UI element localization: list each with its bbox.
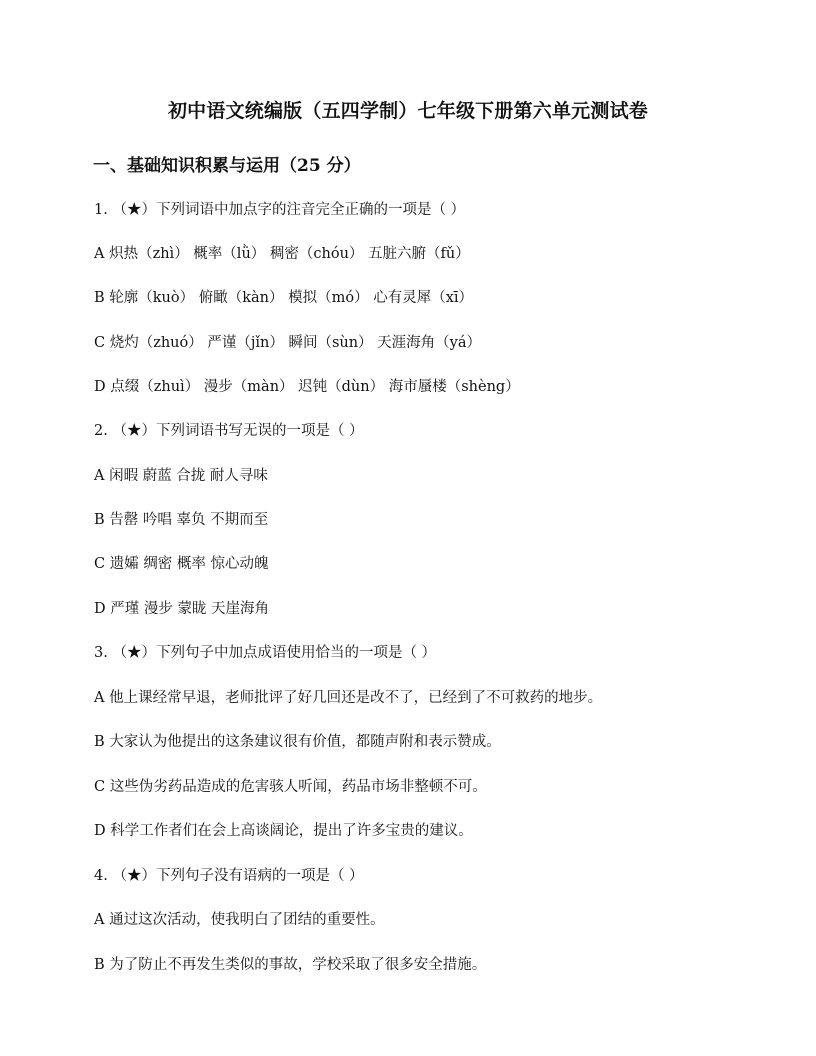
section-heading: 一、基础知识积累与运用（25 分） bbox=[93, 156, 361, 176]
question-1-option-b: B 轮廓（kuò） 俯瞰（kàn） 模拟（mó） 心有灵犀（xī） bbox=[94, 290, 474, 306]
question-3-option-c: C 这些伪劣药品造成的危害骇人听闻，药品市场非整顿不可。 bbox=[94, 779, 487, 795]
question-1-stem: 1. （★）下列词语中加点字的注音完全正确的一项是（ ） bbox=[94, 202, 466, 218]
question-3-option-b: B 大家认为他提出的这条建议很有价值，都随声附和表示赞成。 bbox=[94, 734, 501, 750]
question-4-option-a: A 通过这次活动，使我明白了团结的重要性。 bbox=[94, 912, 385, 928]
question-2-stem: 2. （★）下列词语书写无误的一项是（ ） bbox=[94, 423, 364, 439]
question-1-option-c: C 烧灼（zhuó） 严谨（jǐn） 瞬间（sùn） 天涯海角（yá） bbox=[94, 335, 482, 351]
question-3-option-a: A 他上课经常早退，老师批评了好几回还是改不了，已经到了不可救药的地步。 bbox=[94, 690, 603, 706]
question-2-option-d: D 严瑾 漫步 蒙眬 天崖海角 bbox=[94, 601, 270, 617]
question-1-option-d: D 点缀（zhuì） 漫步（màn） 迟钝（dùn） 海市蜃楼（shèng） bbox=[94, 379, 520, 395]
question-4-option-b: B 为了防止不再发生类似的事故，学校采取了很多安全措施。 bbox=[94, 957, 487, 973]
question-2-option-c: C 遗孀 绸密 概率 惊心动魄 bbox=[94, 556, 269, 572]
question-4-stem: 4. （★）下列句子没有语病的一项是（ ） bbox=[94, 868, 364, 884]
question-2-option-a: A 闲暇 蔚蓝 合拢 耐人寻味 bbox=[94, 468, 268, 484]
question-2-option-b: B 告罄 吟唱 辜负 不期而至 bbox=[94, 512, 269, 528]
question-1-option-a: A 炽热（zhì） 概率（lǜ） 稠密（chóu） 五脏六腑（fǔ） bbox=[94, 246, 470, 262]
question-3-option-d: D 科学工作者们在会上高谈阔论，提出了许多宝贵的建议。 bbox=[94, 823, 473, 839]
question-3-stem: 3. （★）下列句子中加点成语使用恰当的一项是（ ） bbox=[94, 645, 437, 661]
page-title: 初中语文统编版（五四学制）七年级下册第六单元测试卷 bbox=[167, 100, 648, 122]
